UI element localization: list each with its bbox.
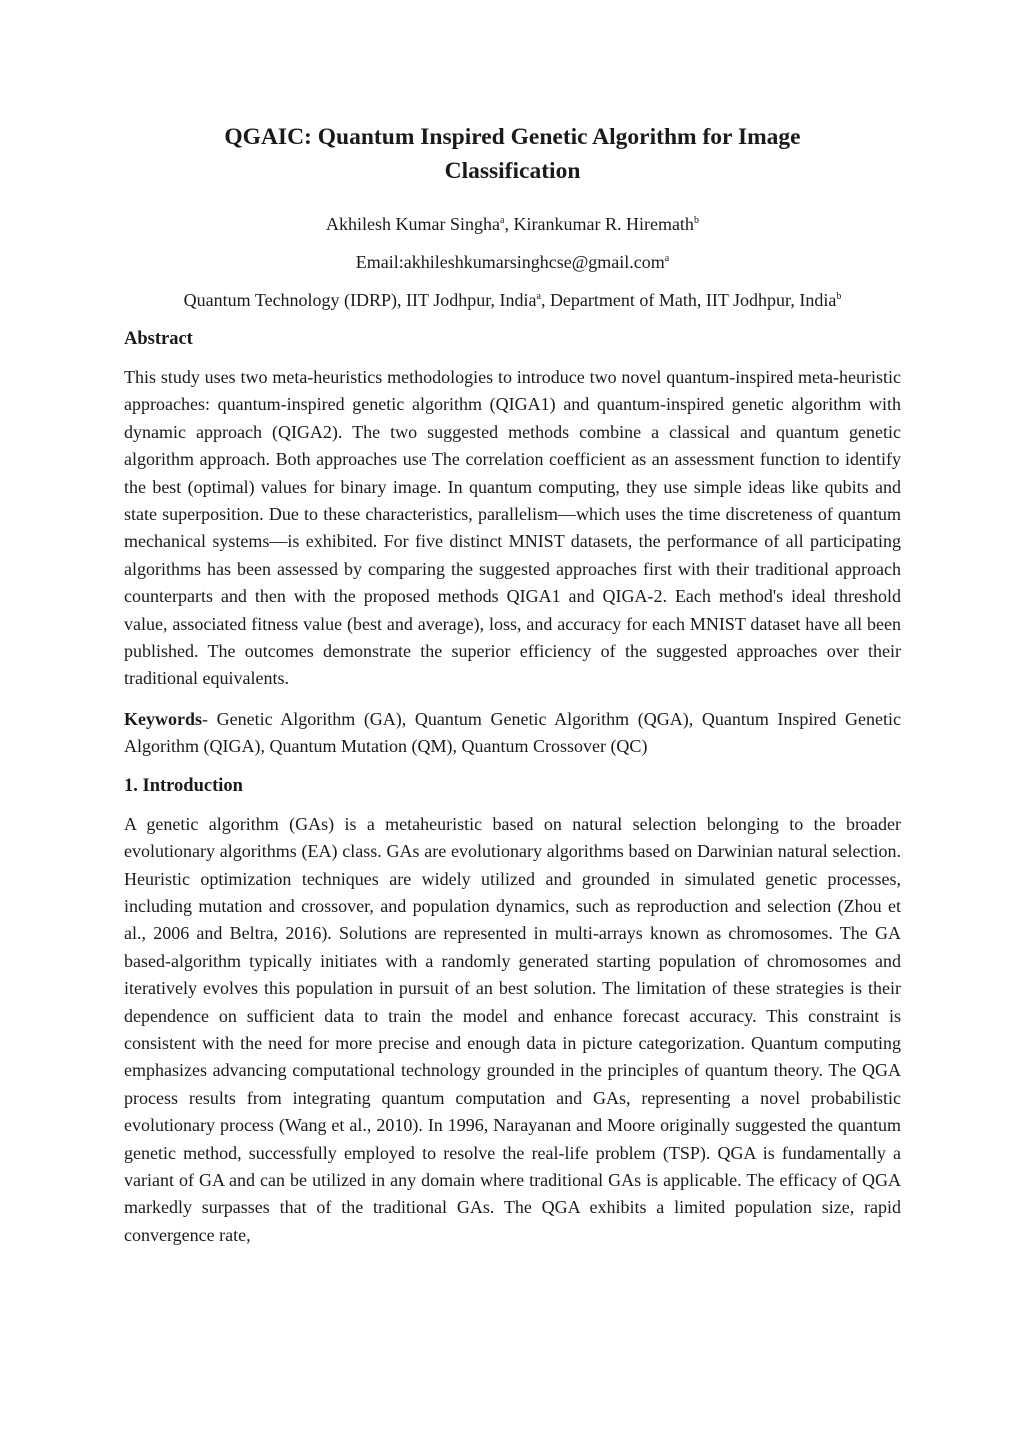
keywords-text: - Genetic Algorithm (GA), Quantum Genetic Algorithm (QGA), Quantum Inspired Genetic Algorithm (QIGA), Quantum Mutation (QM), Quantum Crossover (QC) bbox=[124, 708, 901, 757]
author-separator: , bbox=[504, 214, 514, 234]
abstract-text: This study uses two meta-heuristics methodologies to introduce two novel quantum-inspired meta-heuristic approaches: quantum-inspired genetic algorithm (QIGA1) and quantum-inspired genetic algorithm with dynamic approach (QIGA2). The two suggested methods combine a classical and quantum genetic algorithm approach. Both approaches use The correlation coefficient as an assessment function to identify the best (optimal) values for binary image. In quantum computing, they use simple ideas like qubits and state superposition. Due to these characteristics, parallelism—which uses the time discreteness of quantum mechanical systems—is exhibited. For five distinct MNIST datasets, the performance of all participating algorithms has been assessed by comparing the suggested approaches first with their traditional approach counterparts and then with the proposed methods QIGA1 and QIGA-2. Each method's ideal threshold value, associated fitness value (best and average), loss, and accuracy for each MNIST dataset have all been published. The outcomes demonstrate the superior efficiency of the suggested approaches over their traditional equivalents. bbox=[124, 367, 901, 689]
paper-title bbox=[124, 120, 901, 188]
author-2-affiliation-mark: b bbox=[693, 215, 699, 226]
author-1-name: Akhilesh Kumar Singha bbox=[326, 214, 501, 234]
affiliation-line bbox=[108, 288, 917, 312]
email-line bbox=[124, 250, 901, 274]
paper-title-line-1: QGAIC: Quantum Inspired Genetic Algorithm for Image bbox=[224, 124, 801, 150]
author-line bbox=[124, 212, 901, 236]
paper-title-line-2: Classification bbox=[444, 158, 581, 184]
introduction-heading: 1. Introduction bbox=[124, 775, 243, 796]
introduction-text: A genetic algorithm (GAs) is a metaheuristic based on natural selection belonging to the broader evolutionary algorithms (EA) class. GAs are evolutionary algorithms based on Darwinian natural selection. Heuristic optimization techniques are widely utilized and grounded in simulated genetic processes, including mutation and crossover, and population dynamics, such as reproduction and selection (Zhou et al., 2006 and Beltra, 2016). Solutions are represented in multi-arrays known as chromosomes. The GA based-algorithm typically initiates with a randomly generated starting population of chromosomes and iteratively evolves this population in pursuit of an best solution. The limitation of these strategies is their dependence on sufficient data to train the model and enhance forecast accuracy. This constraint is consistent with the need for more precise and enough data in picture categorization. Quantum computing emphasizes advancing computational technology grounded in the principles of quantum theory. The QGA process results from integrating quantum computation and GAs, representing a novel probabilistic evolutionary process (Wang et al., 2010). In 1996, Narayanan and Moore originally suggested the quantum genetic method, successfully employed to resolve the real-life problem (TSP). QGA is fundamentally a variant of GA and can be utilized in any domain where traditional GAs is applicable. The efficacy of QGA markedly surpasses that of the traditional GAs. The QGA exhibits a limited population size, rapid convergence rate, bbox=[124, 813, 901, 1245]
keywords-label: Keywords bbox=[124, 708, 202, 729]
email-affiliation-mark: a bbox=[664, 253, 670, 264]
abstract-heading: Abstract bbox=[124, 329, 193, 349]
paper-page bbox=[124, 120, 901, 1249]
author-1-affiliation-mark: a bbox=[500, 215, 505, 226]
author-2-name: Kirankumar R. Hiremath bbox=[513, 214, 694, 234]
affiliation-1-mark: a bbox=[536, 291, 541, 302]
author-email: Email:akhileshkumarsinghcse@gmail.com bbox=[355, 252, 665, 272]
affiliation-2-mark: b bbox=[836, 291, 842, 302]
affiliation-2: , Department of Math, IIT Jodhpur, India bbox=[540, 290, 837, 310]
keywords-paragraph bbox=[124, 706, 901, 761]
affiliation-1: Quantum Technology (IDRP), IIT Jodhpur, India bbox=[183, 290, 537, 310]
